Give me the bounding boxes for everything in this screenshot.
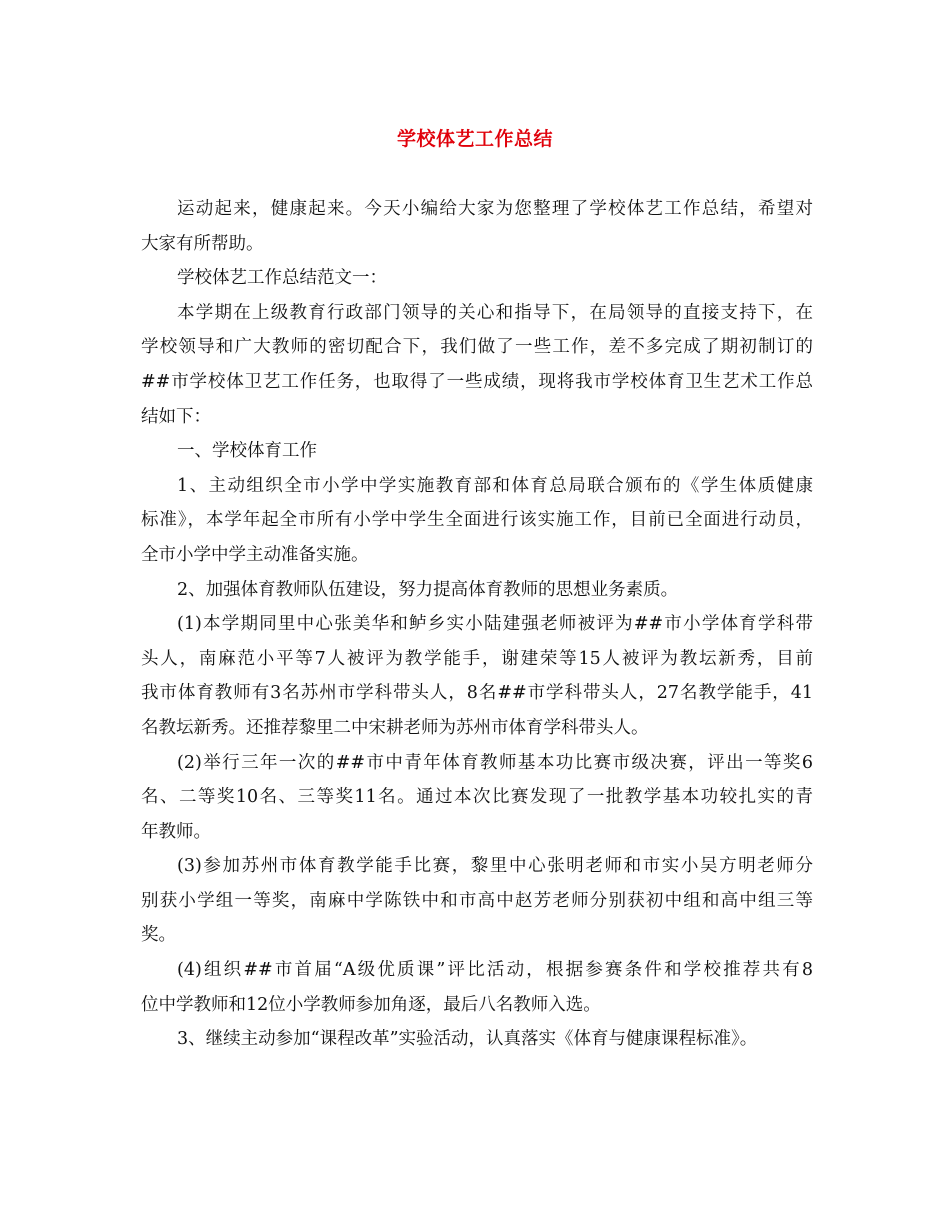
paragraph-line: 本学期在上级教育行政部门领导的关心和指导下，在局领导的直接支持下，在 (177, 302, 813, 323)
paragraph-line: 大家有所帮助。 (141, 233, 264, 254)
paragraph-line: 年教师。 (141, 821, 211, 842)
paragraph-line: 3、继续主动参加“课程改革”实验活动，认真落实《体育与健康课程标准》。 (177, 1029, 758, 1050)
document-title: 学校体艺工作总结 (396, 128, 553, 150)
section-heading: 一、学校体育工作 (177, 441, 317, 462)
paragraph-line: 全市小学中学主动准备实施。 (141, 544, 369, 565)
paragraph-line: 名教坛新秀。还推荐黎里二中宋耕老师为苏州市体育学科带头人。 (141, 717, 649, 738)
paragraph-line: ##市学校体卫艺工作任务，也取得了一些成绩，现将我市学校体育卫生艺术工作总 (141, 371, 813, 392)
paragraph-line: 名、二等奖10名、三等奖11名。通过本次比赛发现了一批教学基本功较扎实的青 (141, 787, 813, 808)
paragraph-line: 结如下： (141, 406, 211, 427)
paragraph-line: 学校体艺工作总结范文一： (177, 268, 387, 289)
paragraph-line: (4)组织##市首届“A级优质课”评比活动，根据参赛条件和学校推荐共有8 (177, 960, 813, 981)
paragraph-line: (3)参加苏州市体育教学能手比赛，黎里中心张明老师和市实小吴方明老师分 (177, 856, 813, 877)
paragraph-line: 2、加强体育教师队伍建设，努力提高体育教师的思想业务素质。 (177, 579, 679, 600)
paragraph-line: 位中学教师和12位小学教师参加角逐，最后八名教师入选。 (141, 994, 601, 1015)
paragraph-line: 学校领导和广大教师的密切配合下，我们做了一些工作，差不多完成了期初制订的 (141, 337, 813, 358)
paragraph-line: 运动起来，健康起来。今天小编给大家为您整理了学校体艺工作总结，希望对 (177, 199, 813, 219)
paragraph-line: 标准》，本学年起全市所有小学中学生全面进行该实施工作，目前已全面进行动员， (141, 510, 813, 531)
paragraph-line: 头人，南麻范小平等7人被评为教学能手，谢建荣等15人被评为教坛新秀，目前 (141, 648, 813, 669)
paragraph-line: 我市体育教师有3名苏州市学科带头人，8名##市学科带头人，27名教学能手，41 (141, 683, 813, 704)
paragraph-line: (1)本学期同里中心张美华和鲈乡实小陆建强老师被评为##市小学体育学科带 (177, 614, 813, 635)
document-body (141, 192, 813, 1057)
paragraph-line: 别获小学组一等奖，南麻中学陈铁中和市高中赵芳老师分别获初中组和高中组三等 (141, 890, 813, 911)
paragraph-line: 奖。 (141, 925, 176, 946)
paragraph-line: (2)举行三年一次的##市中青年体育教师基本功比赛市级决赛，评出一等奖6 (177, 752, 813, 773)
paragraph-line: 1、主动组织全市小学中学实施教育部和体育总局联合颁布的《学生体质健康 (177, 475, 813, 496)
